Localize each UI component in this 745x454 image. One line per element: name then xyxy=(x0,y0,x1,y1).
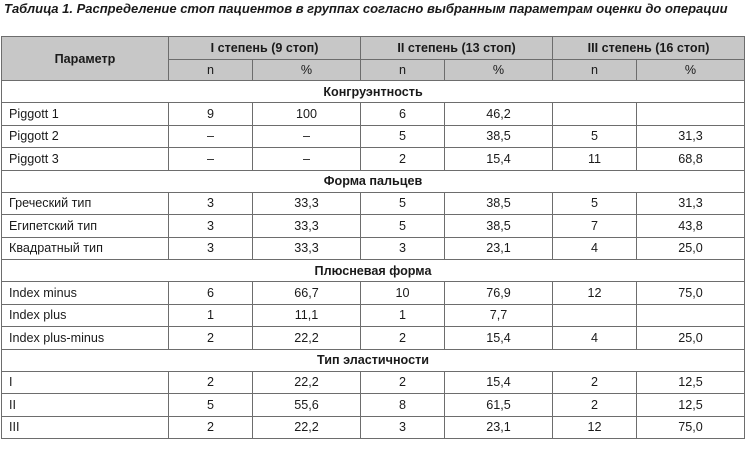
table-cell: 2 xyxy=(361,371,445,394)
table-cell: 38,5 xyxy=(445,215,553,238)
table-cell: 2 xyxy=(361,327,445,350)
table-cell: 3 xyxy=(169,237,253,260)
table-cell: 3 xyxy=(169,215,253,238)
table-cell: 11,1 xyxy=(253,304,361,327)
data-table xyxy=(1,36,745,439)
table-cell: 33,3 xyxy=(253,215,361,238)
table-cell: 61,5 xyxy=(445,394,553,417)
table-cell: 15,4 xyxy=(445,148,553,171)
table-cell: 100 xyxy=(253,103,361,126)
table-body xyxy=(2,81,745,439)
header-group-2: II степень (13 стоп) xyxy=(361,37,553,60)
table-cell: 15,4 xyxy=(445,371,553,394)
header-group-1: I степень (9 стоп) xyxy=(169,37,361,60)
table-cell: 33,3 xyxy=(253,192,361,215)
table-cell: 7,7 xyxy=(445,304,553,327)
table-row xyxy=(2,394,745,417)
row-label: Piggott 2 xyxy=(2,125,169,148)
table-cell: 38,5 xyxy=(445,192,553,215)
table-row xyxy=(2,148,745,171)
section-title: Форма пальцев xyxy=(2,170,745,192)
table-cell: 2 xyxy=(553,394,637,417)
table-cell: 1 xyxy=(361,304,445,327)
table-cell xyxy=(553,103,637,126)
table-row xyxy=(2,237,745,260)
table-cell: 55,6 xyxy=(253,394,361,417)
table-cell: 76,9 xyxy=(445,282,553,305)
table-cell: 8 xyxy=(361,394,445,417)
table-row xyxy=(2,103,745,126)
table-cell: 6 xyxy=(169,282,253,305)
table-cell: – xyxy=(169,148,253,171)
table-cell: 66,7 xyxy=(253,282,361,305)
header-group-3: III степень (16 стоп) xyxy=(553,37,745,60)
table-cell: 23,1 xyxy=(445,416,553,439)
table-cell: 33,3 xyxy=(253,237,361,260)
table-cell: 4 xyxy=(553,237,637,260)
table-cell xyxy=(637,103,745,126)
table-cell: 2 xyxy=(169,371,253,394)
row-label: II xyxy=(2,394,169,417)
table-cell: 2 xyxy=(169,327,253,350)
table-cell: 22,2 xyxy=(253,416,361,439)
header-pct: % xyxy=(445,60,553,81)
table-cell: 31,3 xyxy=(637,192,745,215)
table-cell: – xyxy=(169,125,253,148)
table-cell: 12 xyxy=(553,416,637,439)
header-pct: % xyxy=(253,60,361,81)
row-label: Египетский тип xyxy=(2,215,169,238)
row-label: Index plus xyxy=(2,304,169,327)
row-label: III xyxy=(2,416,169,439)
table-row xyxy=(2,215,745,238)
table-cell: – xyxy=(253,148,361,171)
table-cell: 6 xyxy=(361,103,445,126)
row-label: I xyxy=(2,371,169,394)
row-label: Греческий тип xyxy=(2,192,169,215)
table-row xyxy=(2,192,745,215)
table-cell: 22,2 xyxy=(253,327,361,350)
section-title: Тип эластичности xyxy=(2,349,745,371)
table-caption: Таблица 1. Распределение стоп пациентов в группах согласно выбранным параметрам оценки до операции xyxy=(4,1,728,16)
row-label: Квадратный тип xyxy=(2,237,169,260)
table-cell: 5 xyxy=(361,215,445,238)
table-cell: 15,4 xyxy=(445,327,553,350)
table-row xyxy=(2,371,745,394)
table-cell: 75,0 xyxy=(637,416,745,439)
table-cell: 2 xyxy=(553,371,637,394)
section-title: Плюсневая форма xyxy=(2,260,745,282)
table-cell: 75,0 xyxy=(637,282,745,305)
table-cell: 25,0 xyxy=(637,327,745,350)
table-cell: 10 xyxy=(361,282,445,305)
section-title: Конгруэнтность xyxy=(2,81,745,103)
table-cell: 12 xyxy=(553,282,637,305)
table-cell: 38,5 xyxy=(445,125,553,148)
table-cell: 12,5 xyxy=(637,394,745,417)
table-cell: 5 xyxy=(553,125,637,148)
table-cell: 7 xyxy=(553,215,637,238)
row-label: Index minus xyxy=(2,282,169,305)
table-cell: 2 xyxy=(169,416,253,439)
table-header xyxy=(2,37,745,81)
section-row xyxy=(2,260,745,282)
table-row xyxy=(2,416,745,439)
table-cell: 9 xyxy=(169,103,253,126)
table-row xyxy=(2,125,745,148)
table-cell: 23,1 xyxy=(445,237,553,260)
row-label: Index plus-minus xyxy=(2,327,169,350)
table-cell: 31,3 xyxy=(637,125,745,148)
table-cell: 2 xyxy=(361,148,445,171)
table-cell: 4 xyxy=(553,327,637,350)
header-param: Параметр xyxy=(2,37,169,81)
table-cell: 11 xyxy=(553,148,637,171)
table-cell: 12,5 xyxy=(637,371,745,394)
header-n: n xyxy=(553,60,637,81)
table-cell: 5 xyxy=(361,192,445,215)
table-row xyxy=(2,304,745,327)
table-cell: 5 xyxy=(553,192,637,215)
table-row xyxy=(2,282,745,305)
table-cell: 3 xyxy=(169,192,253,215)
row-label: Piggott 3 xyxy=(2,148,169,171)
section-row xyxy=(2,170,745,192)
header-pct: % xyxy=(637,60,745,81)
table-cell: 3 xyxy=(361,237,445,260)
table-cell: 5 xyxy=(361,125,445,148)
table-cell xyxy=(637,304,745,327)
table-cell: 22,2 xyxy=(253,371,361,394)
table-row xyxy=(2,327,745,350)
table-cell: – xyxy=(253,125,361,148)
section-row xyxy=(2,349,745,371)
table-cell: 5 xyxy=(169,394,253,417)
table-cell: 43,8 xyxy=(637,215,745,238)
table-cell: 3 xyxy=(361,416,445,439)
section-row xyxy=(2,81,745,103)
row-label: Piggott 1 xyxy=(2,103,169,126)
header-n: n xyxy=(361,60,445,81)
table-cell xyxy=(553,304,637,327)
header-n: n xyxy=(169,60,253,81)
table-cell: 1 xyxy=(169,304,253,327)
table-cell: 25,0 xyxy=(637,237,745,260)
table-cell: 68,8 xyxy=(637,148,745,171)
table-cell: 46,2 xyxy=(445,103,553,126)
